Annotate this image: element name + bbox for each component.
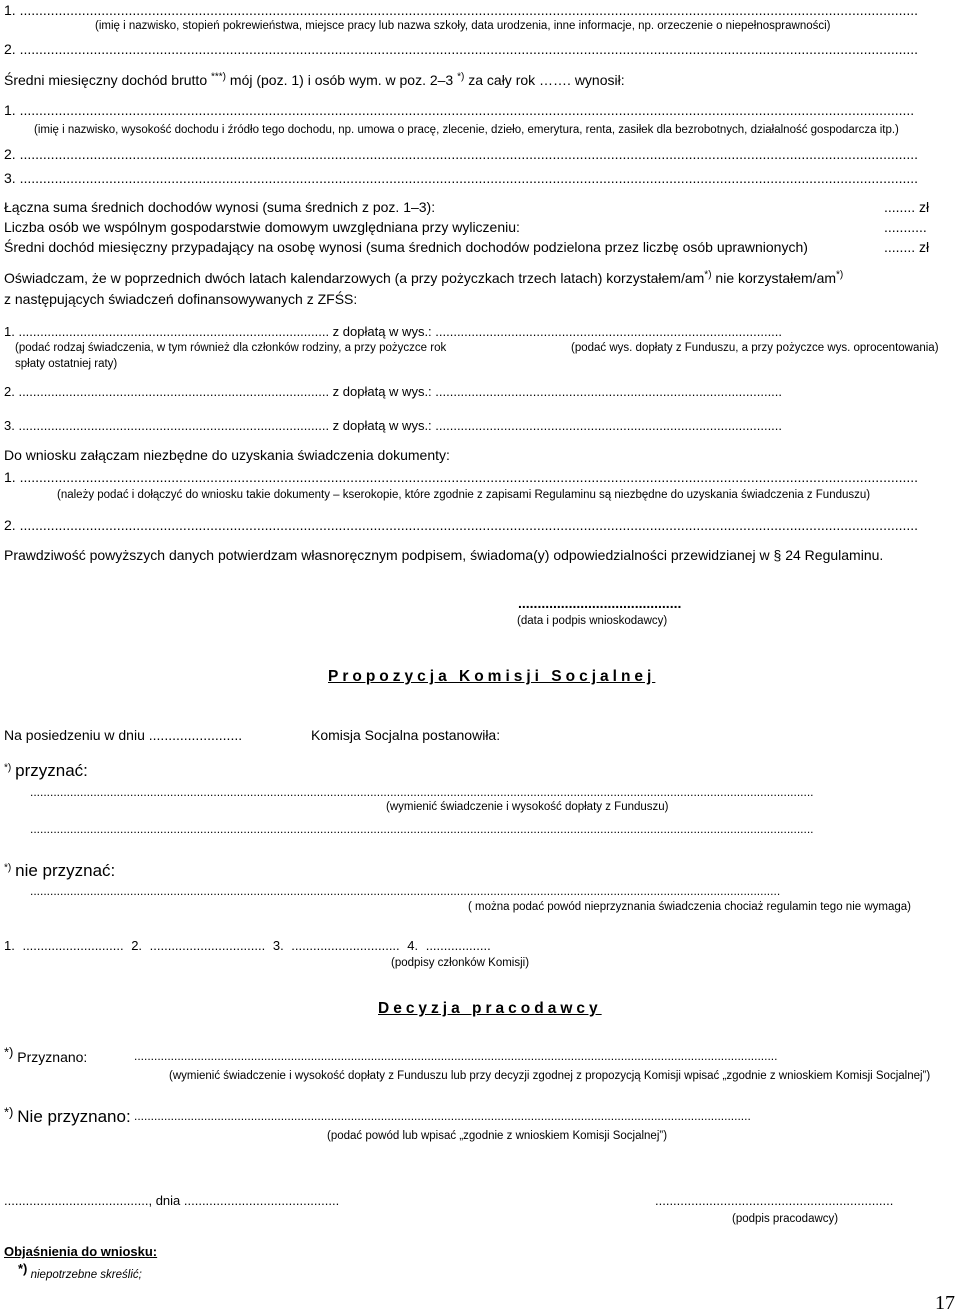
applicant-signature-dots: .......................................... bbox=[518, 595, 682, 611]
grant-option: *) przyznać: bbox=[4, 761, 88, 780]
income-line-1: 1. ...................................................................................................................................................................................................................................... bbox=[4, 102, 915, 118]
commission-signatures-caption: (podpisy członków Komisji) bbox=[391, 957, 530, 969]
denied-dots: ......................................................................................................................................................................................... bbox=[134, 1109, 751, 1123]
granted-row: *) Przyznano: bbox=[4, 1044, 88, 1065]
total-income-label: Łączna suma średnich dochodów wynosi (suma średnich z poz. 1–3): bbox=[4, 199, 436, 215]
income-line-2: 2. ....................................................................................................................................................................................................................................... bbox=[4, 146, 919, 162]
grant-caption: (wymienić świadczenie i wysokość dopłaty z Funduszu) bbox=[386, 801, 669, 813]
employer-signature-caption: (podpis pracodawcy) bbox=[732, 1213, 839, 1225]
date-line: ........................................, dnia ........................................... bbox=[4, 1193, 340, 1208]
deny-option: *) nie przyznać: bbox=[4, 861, 116, 880]
employer-heading: Decyzja pracodawcy bbox=[378, 1000, 602, 1017]
deny-dots: ................................................................................................................................................................................................................................. bbox=[30, 884, 781, 898]
benefit-line-1: 1. ...................................................................................... z dopłatą w wys.: ................................................................................................ bbox=[4, 324, 783, 339]
footnote-item: *) niepotrzebne skreślić; bbox=[18, 1261, 142, 1281]
truth-statement: Prawdziwość powyższych danych potwierdzam własnoręcznym podpisem, świadoma(y) odpowiedzialności przewidzianej w § 24 Regulaminu. bbox=[4, 547, 884, 563]
benefit-line-3: 3. ...................................................................................... z dopłatą w wys.: ................................................................................................ bbox=[4, 418, 783, 433]
meeting-date-label: Na posiedzeniu w dniu ........................ bbox=[4, 727, 243, 743]
denied-caption: (podać powód lub wpisać „zgodnie z wnioskiem Komisji Socjalnej”) bbox=[327, 1130, 668, 1142]
household-persons-value: ........... bbox=[884, 219, 927, 235]
commission-decided-label: Komisja Socjalna postanowiła: bbox=[311, 727, 501, 743]
grant-dots-1: ........................................................................................................................................................................................................................................... bbox=[30, 785, 814, 799]
attachment-line-2: 2. ....................................................................................................................................................................................................................................... bbox=[4, 517, 919, 533]
employer-signature-dots: .................................................................. bbox=[655, 1193, 894, 1208]
denied-row: *) Nie przyznano: bbox=[4, 1104, 131, 1126]
attachment-line-1: 1. ....................................................................................................................................................................................................................................... bbox=[4, 469, 919, 485]
declaration-line-2: z następujących świadczeń dofinansowywanych z ZFŚS: bbox=[4, 291, 358, 307]
grant-dots-2: ........................................................................................................................................................................................................................................... bbox=[30, 822, 814, 836]
benefit-caption-right: (podać wys. dopłaty z Funduszu, a przy pożyczce wys. oprocentowania) bbox=[571, 342, 939, 354]
page-number: 17 bbox=[935, 1292, 955, 1314]
benefit-line-2: 2. ...................................................................................... z dopłatą w wys.: ................................................................................................ bbox=[4, 384, 783, 399]
per-person-income-label: Średni dochód miesięczny przypadający na osobę wynosi (suma średnich dochodów podzielona przez liczbę osób uprawnionych) bbox=[4, 239, 808, 255]
family-line-1: 1. ....................................................................................................................................................................................................................................... bbox=[4, 2, 919, 18]
household-persons-label: Liczba osób we wspólnym gospodarstwie domowym uwzględniana przy wyliczeniu: bbox=[4, 219, 520, 235]
income-line-3: 3. ....................................................................................................................................................................................................................................... bbox=[4, 170, 919, 186]
commission-signatures-line: 1. ............................ 2. ................................ 3. .............................. 4. .................. bbox=[4, 938, 491, 953]
granted-caption: (wymienić świadczenie i wysokość dopłaty z Funduszu lub przy decyzji zgodnej z propozycją Komisji wpisać „zgodnie z wnioskiem Komisji Socjalnej”) bbox=[169, 1070, 931, 1082]
income-header: Średni miesięczny dochód brutto ***) mój (poz. 1) i osób wym. w poz. 2–3 *) za cały rok ……. wynosił: bbox=[4, 71, 625, 88]
benefit-caption-left-1: (podać rodzaj świadczenia, w tym również dla członków rodziny, a przy pożyczce rok bbox=[15, 342, 447, 354]
benefit-caption-left-2: spłaty ostatniej raty) bbox=[15, 358, 118, 370]
income-caption: (imię i nazwisko, wysokość dochodu i źródło tego dochodu, np. umowa o pracę, zlecenie, dzieło, emerytura, renta, zasiłek dla bezrobotnych, działalność gospodarcza itp.) bbox=[34, 124, 899, 136]
footnotes-title: Objaśnienia do wniosku: bbox=[4, 1244, 158, 1259]
deny-caption: ( można podać powód nieprzyznania świadczenia chociaż regulamin tego nie wymaga) bbox=[468, 901, 911, 913]
applicant-signature-caption: (data i podpis wnioskodawcy) bbox=[517, 615, 668, 627]
commission-heading: Propozycja Komisji Socjalnej bbox=[328, 668, 656, 685]
attachments-title: Do wniosku załączam niezbędne do uzyskania świadczenia dokumenty: bbox=[4, 447, 450, 463]
declaration-line-1: Oświadczam, że w poprzednich dwóch latach kalendarzowych (a przy pożyczkach trzech latach) korzystałem/am*) nie korzystałem/am*) bbox=[4, 269, 844, 286]
granted-dots: ................................................................................................................................................................................................. bbox=[134, 1049, 778, 1063]
family-line-2: 2. ....................................................................................................................................................................................................................................... bbox=[4, 41, 919, 57]
attachment-caption: (należy podać i dołączyć do wniosku takie dokumenty – kserokopie, które zgodnie z zapisami Regulaminu są niezbędne do uzyskania świadczenia z Funduszu) bbox=[57, 489, 871, 501]
total-income-value: ........ zł bbox=[884, 199, 930, 215]
family-caption: (imię i nazwisko, stopień pokrewieństwa, miejsce pracy lub nazwa szkoły, data urodzenia, inne informacje, np. orzeczenie o niepełnosprawności) bbox=[95, 20, 831, 32]
per-person-income-value: ........ zł bbox=[884, 239, 930, 255]
